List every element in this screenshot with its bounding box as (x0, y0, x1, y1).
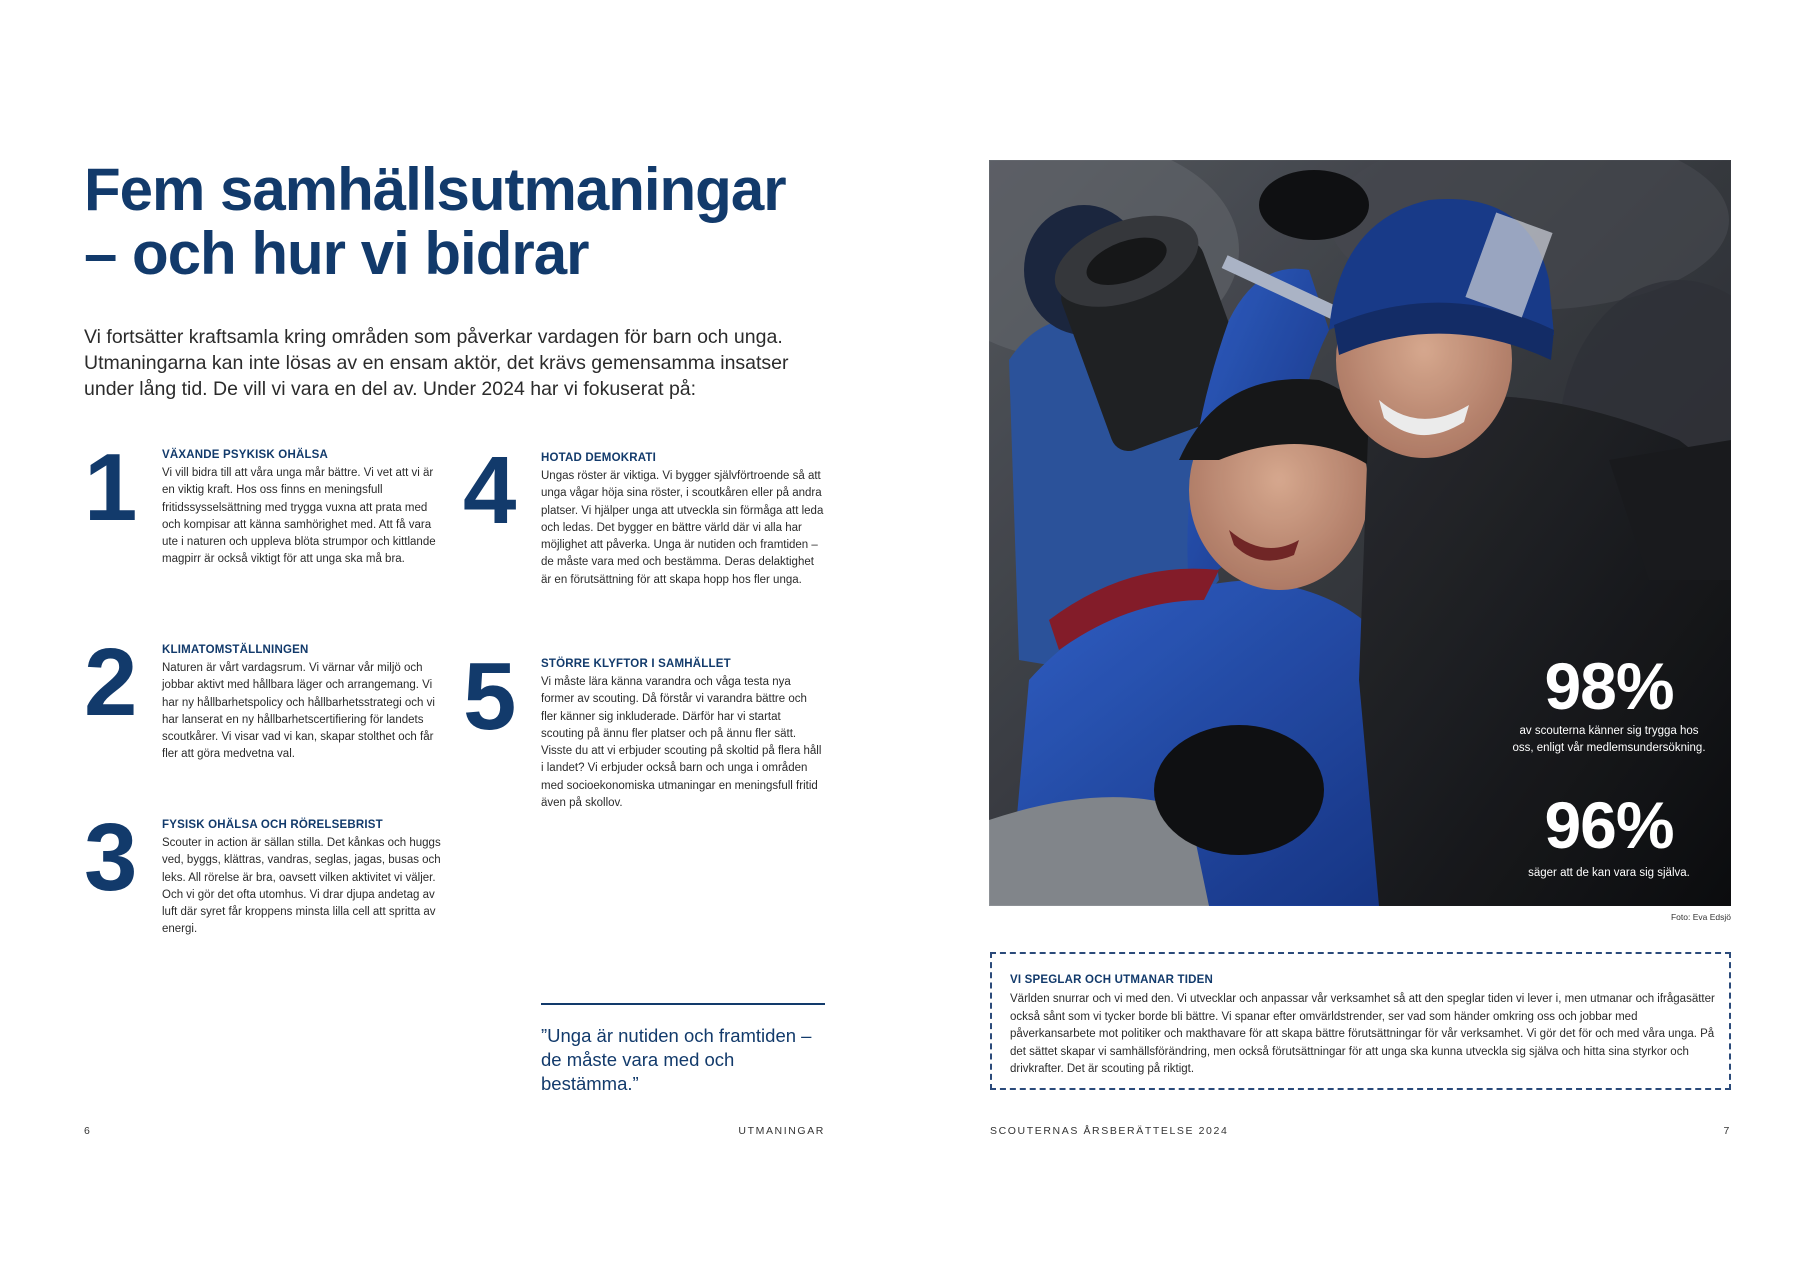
stat-value-2: 96% (1544, 788, 1674, 862)
challenge-number: 1 (84, 434, 138, 541)
section-label: UTMANINGAR (738, 1125, 825, 1137)
quote-divider (541, 1003, 825, 1005)
challenge-text: Vi vill bidra till att våra unga mår bättre. Vi vet att vi är en viktig kraft. Hos oss finns en meningsfull fritidssysselsättning med trygga vuxna att prata med och kompisar att känna samhörighet med. Att få vara ute i naturen och uppleva blöta strumpor och kittlande magpirr är också viktigt för att unga ska må bra. (162, 467, 436, 566)
challenge-heading: FYSISK OHÄLSA OCH RÖRELSEBRIST (162, 819, 383, 831)
challenge-number: 5 (463, 643, 517, 750)
pull-quote: ”Unga är nutiden och framtiden – de måste vara med och bestämma.” (541, 1025, 812, 1094)
title-line-2: – och hur vi bidrar (84, 220, 589, 287)
title-line-1: Fem samhällsutmaningar (84, 156, 786, 223)
info-box-heading: VI SPEGLAR OCH UTMANAR TIDEN (1010, 974, 1214, 986)
scouts-photo (989, 160, 1731, 906)
challenge-text: Naturen är vårt vardagsrum. Vi värnar vår miljö och jobbar aktivt med hållbara läger och arrangemang. Vi har ny hållbarhetspolicy och hållbarhetsstrategi och vi har lanserat en ny hållbarhetscertifiering för landets scoutkårer. Vi visar vad vi kan, skapar stolthet och får fler att göra medvetna val. (162, 662, 435, 761)
challenge-number: 2 (84, 629, 138, 736)
stat-text-1: av scouterna känner sig trygga hos oss, enligt vår medlemsundersökning. (1512, 725, 1706, 754)
info-box-text: Världen snurrar och vi med den. Vi utvecklar och anpassar vår verksamhet så att den speglar tiden vi lever i, men utmanar och ifrågasätter också sånt som vi tycker borde bli bättre. Vi spanar efter omvärldstrender, ser vad som händer omkring oss och jobbar med påverkansarbete mot politiker och makthavare för att skapa bättre förutsättningar för vår verksamhet. Vi gör det för och med våra unga. På det sättet skapar vi samhällsförändring, men också förutsättningar för att unga ska kunna utveckla sig själva och hitta sina styrkor och drivkrafter. Det är scouting på riktigt. (1010, 993, 1715, 1075)
challenge-heading: KLIMATOMSTÄLLNINGEN (162, 644, 309, 656)
info-box (990, 952, 1731, 1090)
challenge-text: Ungas röster är viktiga. Vi bygger självförtroende så att unga vågar höja sina röster, i scoutkåren eller på andra platser. Vi hjälper unga att utveckla sin förmåga att leda och ledas. Det bygger en bättre värld där vi alla har möjlighet att påverka. Unga är nutiden och framtiden – de måste vara med och bestämma. Deras delaktighet är en förutsättning för att skapa hopp hos fler unga. (541, 470, 824, 586)
challenge-heading: HOTAD DEMOKRATI (541, 452, 657, 464)
challenge-text: Scouter in action är sällan stilla. Det kånkas och huggs ved, byggs, klättras, vandras, seglas, jagas, busas och leks. All rörelse är bra, oavsett vilken aktivitet vi väljer. Och vi gör det ofta utomhus. Vi drar djupa andetag av luft där syret får kroppens minsta lilla cell att spritta av energi. (162, 837, 441, 936)
challenge-number: 3 (84, 804, 138, 911)
report-title-footer: SCOUTERNAS ÅRSBERÄTTELSE 2024 (990, 1125, 1229, 1137)
stat-value-1: 98% (1544, 649, 1674, 723)
intro-paragraph: Vi fortsätter kraftsamla kring områden som påverkar vardagen för barn och unga. Utmaningarna kan inte lösas av en ensam aktör, det krävs gemensamma insatser under lång tid. De vill vi vara en del av. Under 2024 har vi fokuserat på: (84, 326, 789, 400)
challenge-heading: VÄXANDE PSYKISK OHÄLSA (162, 449, 329, 461)
page-title (84, 158, 786, 286)
right-page-number: 7 (1723, 1125, 1731, 1137)
stat-text-2: säger att de kan vara sig själva. (1528, 867, 1690, 879)
photo-credit: Foto: Eva Edsjö (1670, 912, 1731, 922)
left-page-number: 6 (84, 1125, 92, 1137)
challenge-text: Vi måste lära känna varandra och våga testa nya former av scouting. Då förstår vi varandra bättre och fler känner sig inkluderade. Därför har vi startat scouting på ännu fler platser och på ännu fler sätt. Visste du att vi erbjuder scouting på skoltid på flera håll i landet? Vi erbjuder också barn och unga i områden med socioekonomiska utmaningar en meningsfull fritid även på skollov. (541, 676, 822, 810)
challenge-heading: STÖRRE KLYFTOR I SAMHÄLLET (541, 658, 731, 670)
challenge-number: 4 (463, 437, 517, 544)
